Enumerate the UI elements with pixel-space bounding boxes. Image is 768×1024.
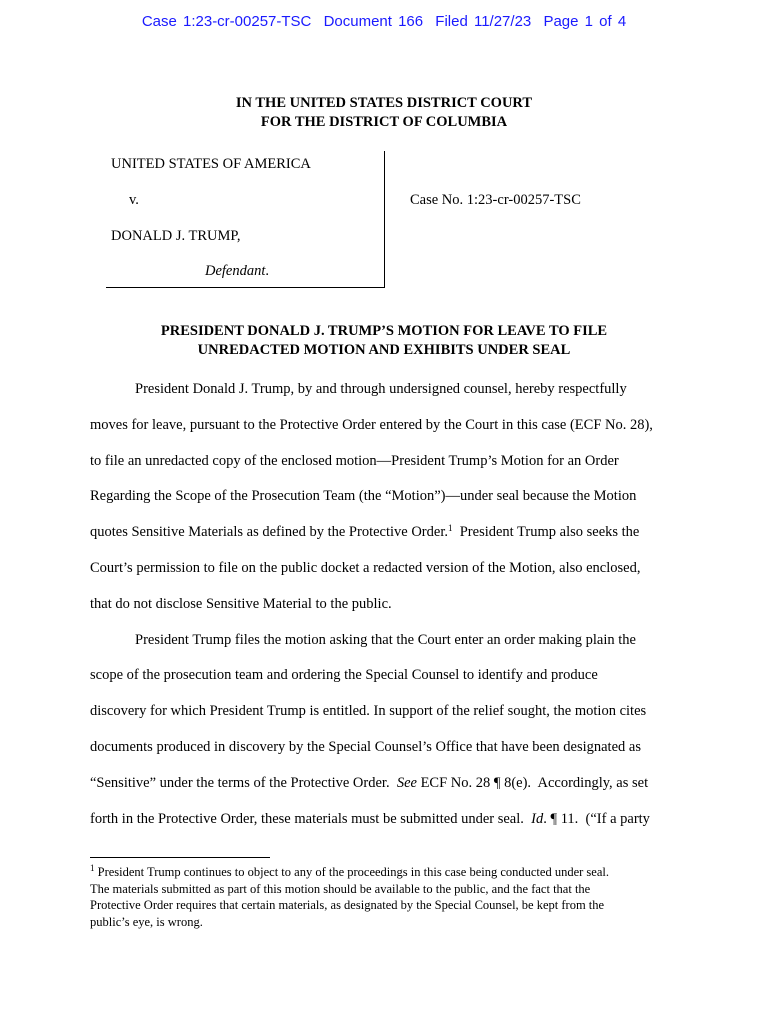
motion-title-line-2: UNREDACTED MOTION AND EXHIBITS UNDER SEAL [197, 342, 571, 358]
paragraph-2-line: discovery for which President Trump is entitled. In support of the relief sought, the motion cites [90, 703, 647, 720]
footnote-line: The materials submitted as part of this motion should be available to the public, and the fact that the [90, 881, 591, 896]
motion-body [90, 372, 685, 837]
paragraph-1-line: quotes Sensitive Materials as defined by the Protective Order.$^1$ President Trump also seeks the [90, 523, 640, 541]
footnote-line: public’s eye, is wrong. [90, 914, 203, 929]
paragraph-2-line: scope of the prosecution team and ordering the Special Counsel to identify and produce [90, 667, 598, 684]
paragraph-1-line: Court’s permission to file on the public docket a redacted version of the Motion, also enclosed, [90, 559, 641, 576]
footnote-separator [90, 857, 270, 858]
footnote-line: $^1$ President Trump continues to object to any of the proceedings in this case being conducted under seal. [90, 863, 609, 879]
footnote-marker: 1 [90, 863, 95, 873]
header-document-number: Document 166 [323, 13, 424, 30]
motion-title [0, 322, 768, 360]
caption-defendant-name: DONALD J. TRUMP, [111, 228, 241, 244]
paragraph-1-line: Regarding the Scope of the Prosecution Team (the “Motion”)—under seal because the Motion [90, 488, 637, 505]
footnote-reference: 1 [447, 523, 453, 534]
caption-plaintiff: UNITED STATES OF AMERICA [111, 156, 311, 172]
court-line-2: FOR THE DISTRICT OF COLUMBIA [260, 114, 508, 130]
motion-title-line-1: PRESIDENT DONALD J. TRUMP’S MOTION FOR LEAVE TO FILE [160, 323, 608, 339]
court-name [0, 94, 768, 132]
case-caption-box [106, 151, 385, 288]
footnote [90, 864, 690, 930]
paragraph-1-line: to file an unredacted copy of the enclosed motion—President Trump’s Motion for an Order [90, 452, 619, 469]
caption-versus: v. [129, 192, 139, 208]
paragraph-2-line: forth in the Protective Order, these materials must be submitted under seal. Id. ¶ 11. (“If a party [90, 810, 650, 827]
paragraph-1-line: President Donald J. Trump, by and through undersigned counsel, hereby respectfully [135, 381, 627, 397]
court-line-1: IN THE UNITED STATES DISTRICT COURT [235, 95, 533, 111]
paragraph-1-line: moves for leave, pursuant to the Protective Order entered by the Court in this case (ECF No. 28), [90, 416, 653, 433]
ecf-header [0, 13, 768, 30]
caption-defendant-label: Defendant. [205, 263, 270, 279]
case-number: Case No. 1:23-cr-00257-TSC [410, 192, 581, 208]
header-filed-date: Filed 11/27/23 [435, 13, 532, 30]
header-case-number: Case 1:23-cr-00257-TSC [141, 13, 312, 30]
paragraph-2-line: documents produced in discovery by the Special Counsel’s Office that have been designated as [90, 738, 641, 755]
header-page-number: Page 1 of 4 [543, 13, 627, 30]
paragraph-2-line: “Sensitive” under the terms of the Protective Order. See ECF No. 28 ¶ 8(e). Accordingly, as set [90, 774, 649, 791]
paragraph-2-line: President Trump files the motion asking that the Court enter an order making plain the [135, 631, 636, 648]
paragraph-1-line: that do not disclose Sensitive Material to the public. [90, 595, 392, 612]
footnote-line: Protective Order requires that certain materials, as designated by the Special Counsel, be kept from the [90, 898, 605, 912]
